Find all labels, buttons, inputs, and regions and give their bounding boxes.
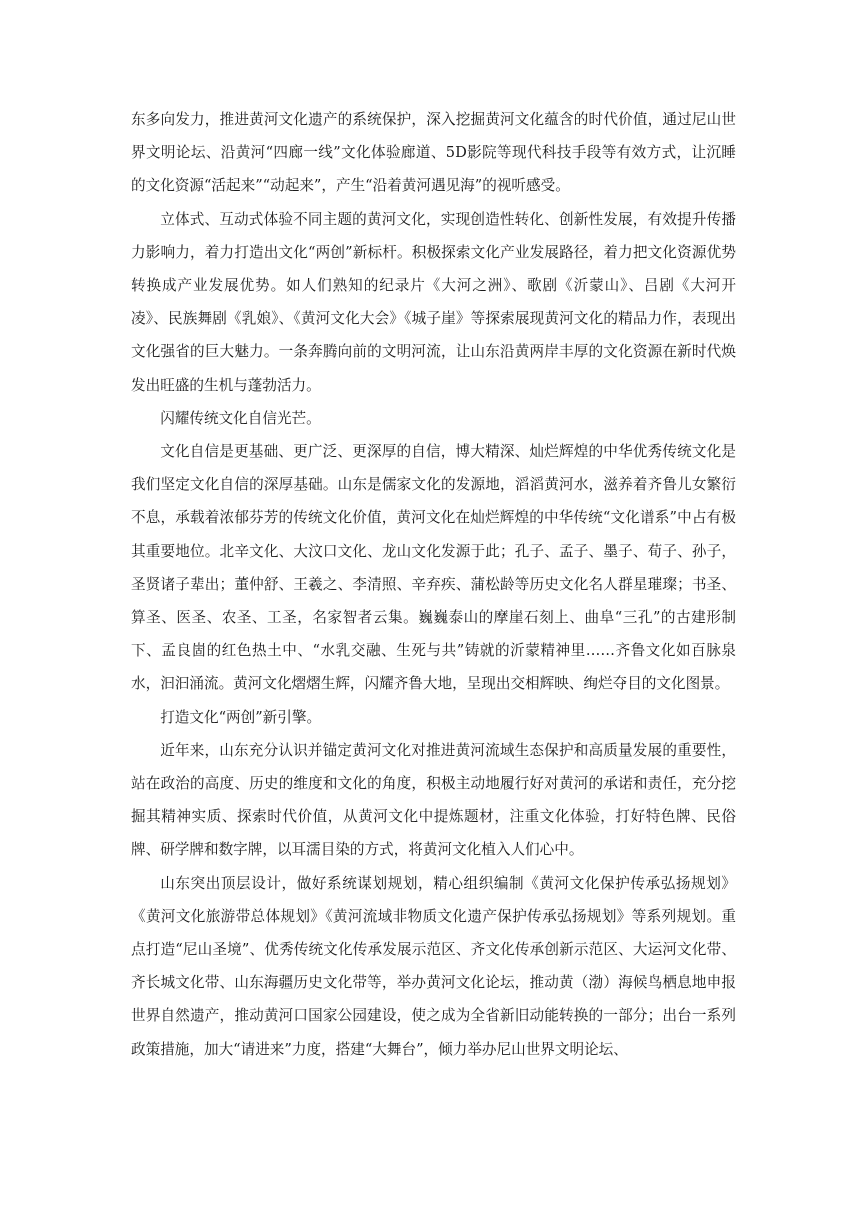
paragraph-7: 山东突出顶层设计，做好系统谋划规划，精心组织编制《黄河文化保护传承弘扬规划》《黄河文化旅游带总体规划》《黄河流域非物质文化遗产保护传承弘扬规划》等系列规划。重点打造“尼山圣境”、优秀传统文化传承发展示范区、齐文化传承创新示范区、大运河文化带、齐长城文化带、山东海疆历史文化带等，举办黄河文化论坛，推动黄（渤）海候鸟栖息地申报世界自然遗产，推动黄河口国家公园建设，使之成为全省新旧动能转换的一部分；出台一系列政策措施，加大“请进来”力度，搭建“大舞台”，倾力举办尼山世界文明论坛、 (131, 874, 736, 1058)
section-heading-confidence: 闪耀传统文化自信光芒。 (160, 409, 321, 427)
paragraph-4: 文化自信是更基础、更广泛、更深厚的自信，博大精深、灿烂辉煌的中华优秀传统文化是我们坚定文化自信的深厚基础。山东是儒家文化的发源地，滔滔黄河水，滋养着齐鲁儿女繁衍不息，承载着浓郁芬芳的传统文化价值，黄河文化在灿烂辉煌的中华传统“文化谱系”中占有极其重要地位。北辛文化、大汶口文化、龙山文化发源于此；孔子、孟子、墨子、荀子、孙子，圣贤诸子辈出；董仲舒、王羲之、李清照、辛弃疾、蒲松龄等历史文化名人群星璀璨；书圣、算圣、医圣、农圣、工圣，名家智者云集。巍巍泰山的摩崖石刻上、曲阜“三孔”的古建形制下、孟良崮的红色热土中、“水乳交融、生死与共”铸就的沂蒙精神里……齐鲁文化如百脉泉水，汩汩涌流。黄河文化熠熠生辉，闪耀齐鲁大地，呈现出交相辉映、绚烂夺目的文化图景。 (131, 443, 736, 693)
document-body (131, 103, 736, 1066)
paragraph-1: 东多向发力，推进黄河文化遗产的系统保护，深入挖掘黄河文化蕴含的时代价值，通过尼山世界文明论坛、沿黄河“四廊一线”文化体验廊道、5D影院等现代科技手段等有效方式，让沉睡的文化资源“活起来”“动起来”，产生“沿着黄河遇见海”的视听感受。 (131, 111, 736, 195)
section-heading-engine: 打造文化“两创”新引擎。 (160, 708, 322, 726)
paragraph-6: 近年来，山东充分认识并锚定黄河文化对推进黄河流域生态保护和高质量发展的重要性，站在政治的高度、历史的维度和文化的角度，积极主动地履行好对黄河的承诺和责任，充分挖掘其精神实质、探索时代价值，从黄河文化中提炼题材，注重文化体验，打好特色牌、民俗牌、研学牌和数字牌，以耳濡目染的方式，将黄河文化植入人们心中。 (131, 741, 736, 859)
paragraph-2: 立体式、互动式体验不同主题的黄河文化，实现创造性转化、创新性发展，有效提升传播力影响力，着力打造出文化“两创”新标杆。积极探索文化产业发展路径，着力把文化资源优势转换成产业发展优势。如人们熟知的纪录片《大河之洲》、歌剧《沂蒙山》、吕剧《大河开凌》、民族舞剧《乳娘》、《黄河文化大会》《城子崖》等探索展现黄河文化的精品力作，表现出文化强省的巨大魅力。一条奔腾向前的文明河流，让山东沿黄两岸丰厚的文化资源在新时代焕发出旺盛的生机与蓬勃活力。 (131, 210, 736, 394)
